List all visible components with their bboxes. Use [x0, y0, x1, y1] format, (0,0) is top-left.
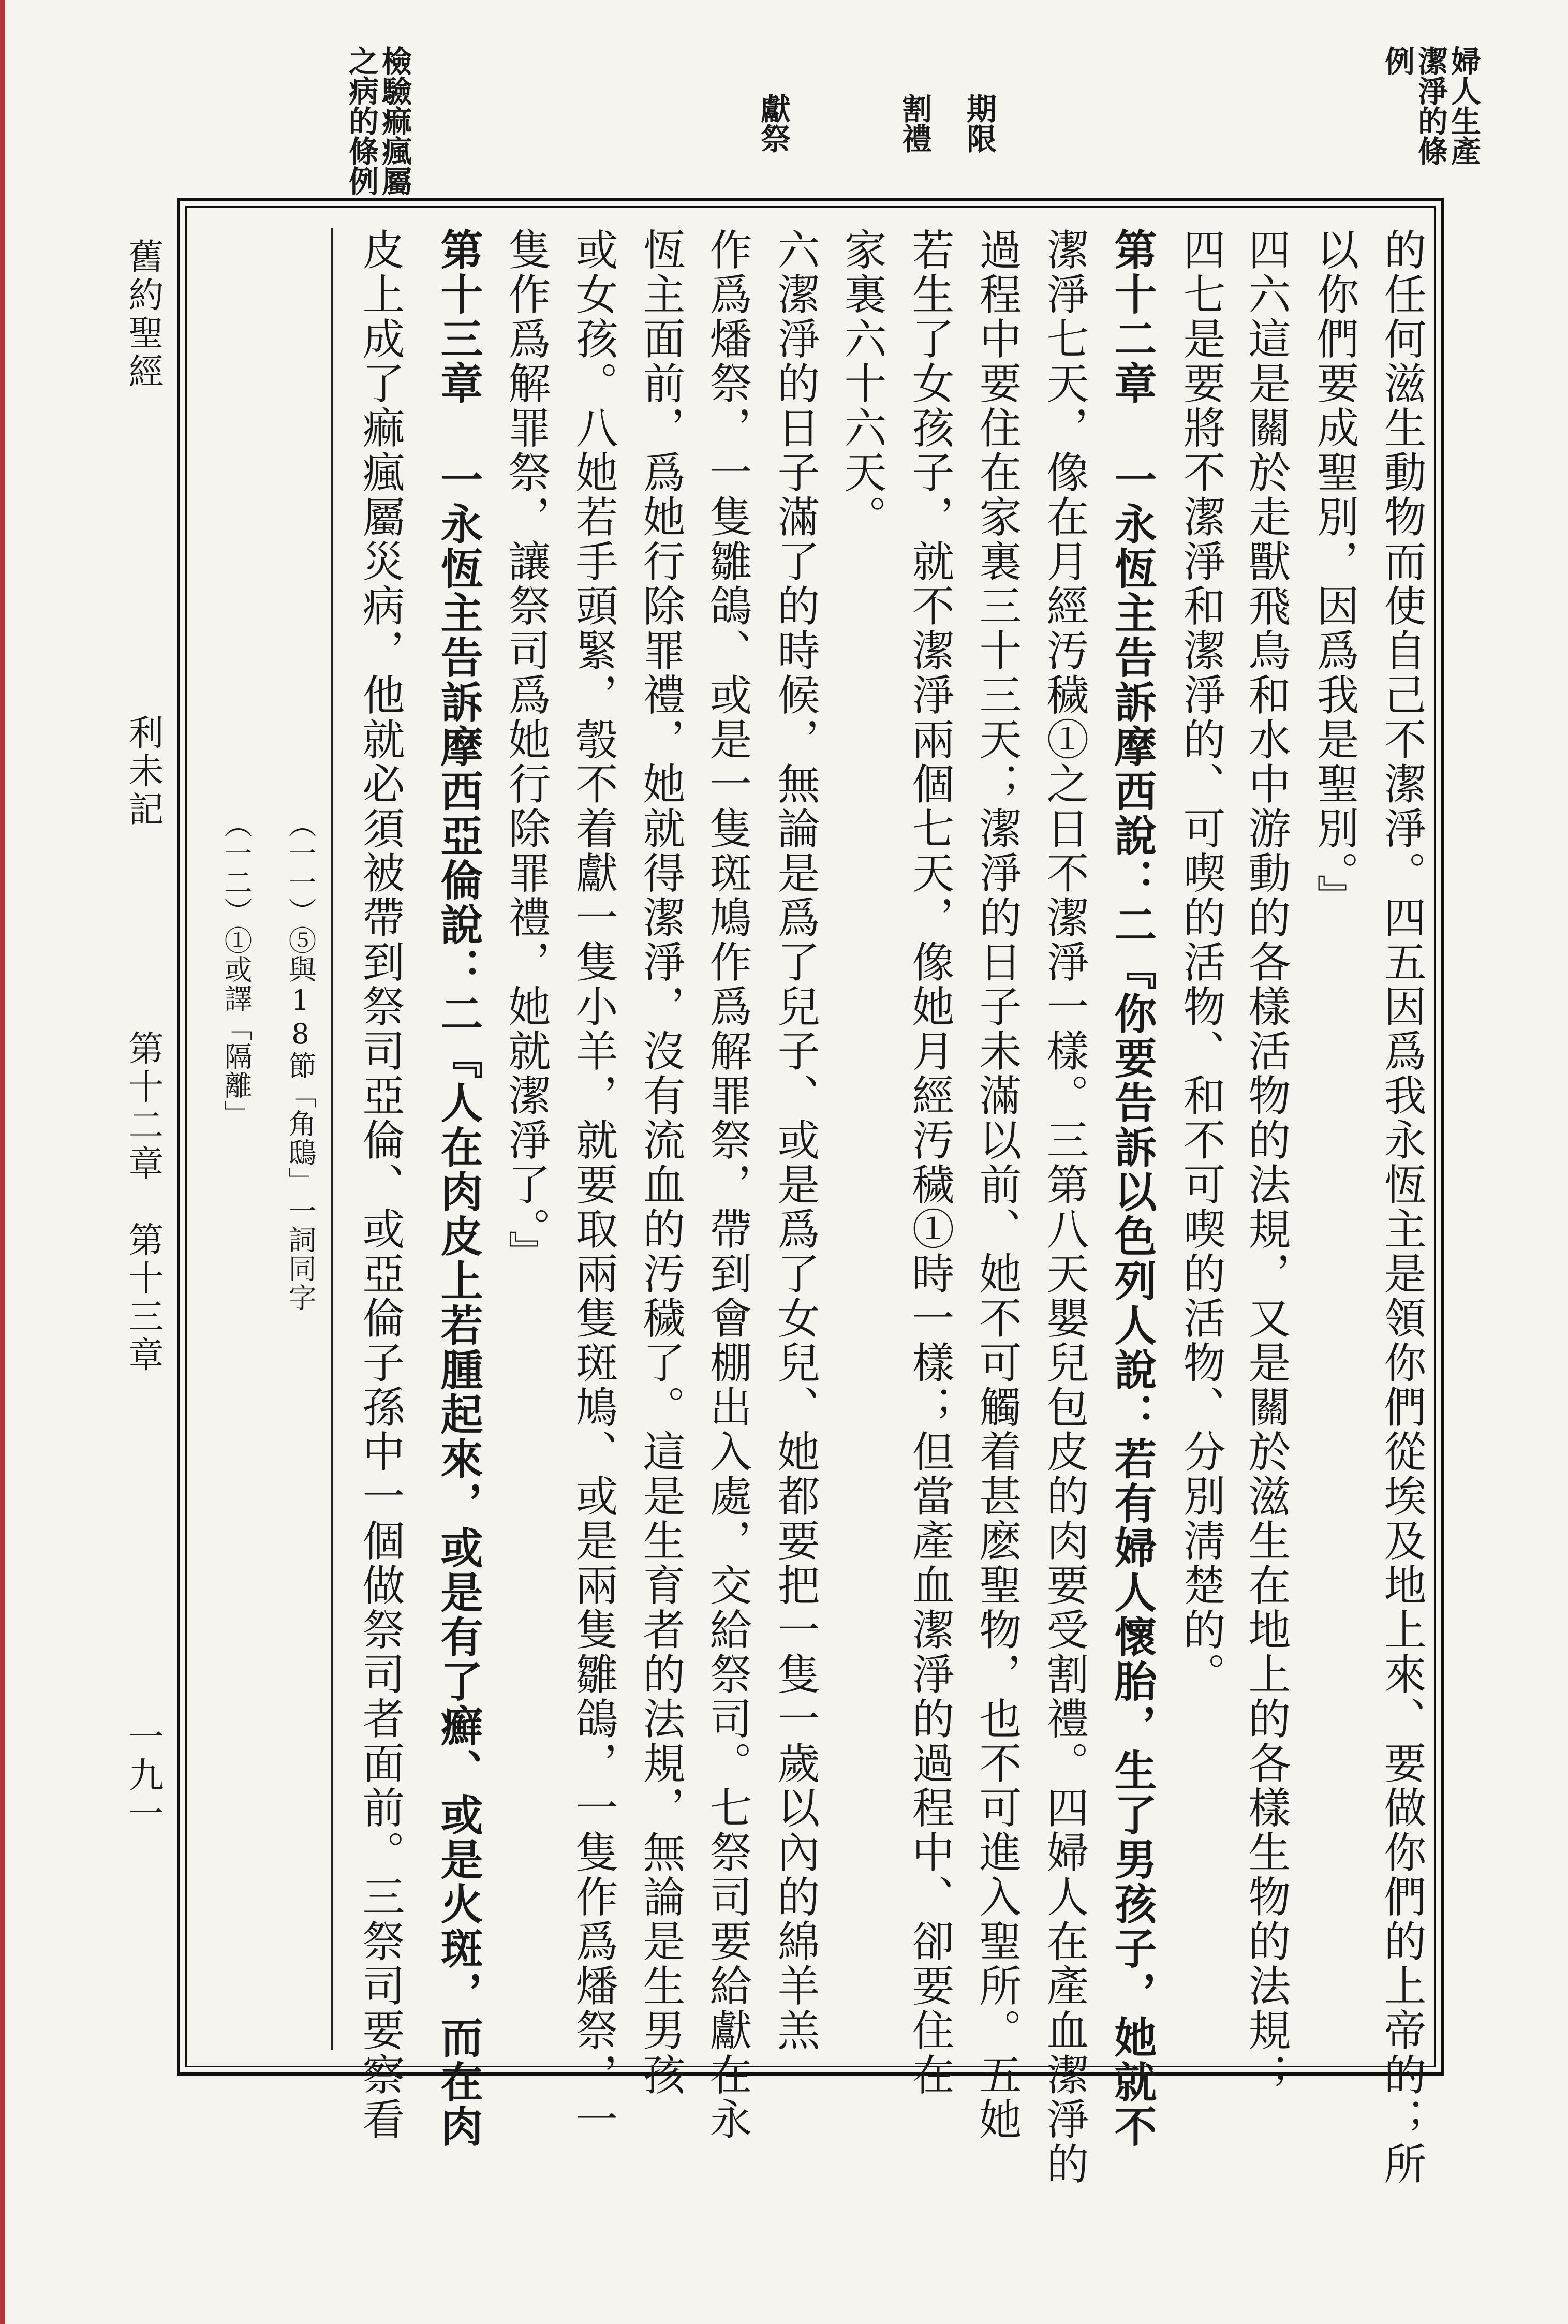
- margin-heading-offering: 獻祭: [756, 93, 791, 153]
- body-line-6: 潔淨七天，像在月經汚穢①之日不潔淨一樣。三第八天嬰兒包皮的肉要受割禮。四婦人在產血潔淨的: [1040, 228, 1089, 2186]
- running-head-section: 利未記: [123, 714, 164, 829]
- body-line-2: 以你們要成聖別，因爲我是聖別。』: [1310, 228, 1359, 919]
- body-line-10: 六潔淨的日子滿了的時候，無論是爲了兒子、或是爲了女兒、她都要把一隻一歲以內的綿羊羔: [771, 228, 820, 2053]
- chapter-12-line: 第十二章 一永恆主告訴摩西說：二『你要告訴以色列人說：若有婦人懷胎，生了男孩子，她就不: [1107, 228, 1157, 2149]
- margin-heading-leprosy: 檢驗痲瘋屬之病的條例: [344, 46, 412, 196]
- margin-heading-circumcision: 割禮: [897, 93, 932, 153]
- margin-heading-period: 期限: [961, 93, 997, 153]
- body-line-8: 若生了女孩子，就不潔淨兩個七天，像她月經汚穢①時一樣；但當產血潔淨的過程中、卻要住在: [905, 228, 954, 2097]
- page-edge: [0, 0, 5, 2324]
- body-line-3: 四六這是關於走獸飛鳥和水中游動的各樣活物的法規，又是關於滋生在地上的各樣生物的法規；: [1241, 228, 1291, 2097]
- margin-heading-purification: 婦人生產潔淨的條例: [1380, 46, 1481, 166]
- footnote-separator: [331, 228, 333, 2050]
- footnote-2: （一二）①或譯「隔離」: [220, 810, 253, 1129]
- body-line-11: 作爲燔祭，一隻雛鴿、或是一隻斑鳩作爲解罪祭，帶到會棚出入處，交給祭司。七祭司要給獻在永: [703, 228, 752, 2142]
- body-line-7: 過程中要住在家裏三十三天；潔淨的日子未滿以前、她不可觸着甚麽聖物，也不可進入聖所。五她: [972, 228, 1022, 2142]
- running-head-book: 舊約聖經: [123, 238, 164, 391]
- chapter-13-line: 第十三章 一永恆主告訴摩西亞倫說：二『人在肉皮上若腫起來，或是有了癬、或是火斑，而在肉: [434, 228, 483, 2149]
- body-line-9: 家裏六十六天。: [837, 228, 886, 539]
- body-line-14: 隻作爲解罪祭，讓祭司爲她行除罪禮，她就潔淨了。』: [501, 228, 551, 1275]
- body-line-1: 的任何滋生動物而使自己不潔淨。四五因爲我永恆主是領你們從埃及地上來、要做你們的上帝的；所: [1377, 228, 1426, 2186]
- body-line-13: 或女孩。八她若手頭緊，彀不着獻一隻小羊，就要取兩隻斑鳩、或是兩隻雛鴿，一隻作爲燔祭，一: [569, 228, 618, 2142]
- footnote-1: （一一）⑤與18節「角鴟」一詞同字: [284, 810, 317, 1312]
- body-line-4: 四七是要將不潔淨和潔淨的、可喫的活物、和不可喫的活物、分別淸楚的。: [1176, 228, 1225, 1697]
- page-number: 一九一: [123, 1718, 164, 1833]
- running-head-chapters: 第十二章 第十三章: [123, 1030, 164, 1375]
- body-line-12: 恆主面前，爲她行除罪禮，她就得潔淨，沒有流血的汚穢了。這是生育者的法規，無論是生男孩: [636, 228, 685, 2097]
- body-line-16: 皮上成了痲瘋屬災病，他就必須被帶到祭司亞倫、或亞倫子孫中一個做祭司者面前。三祭司要察看: [356, 228, 405, 2142]
